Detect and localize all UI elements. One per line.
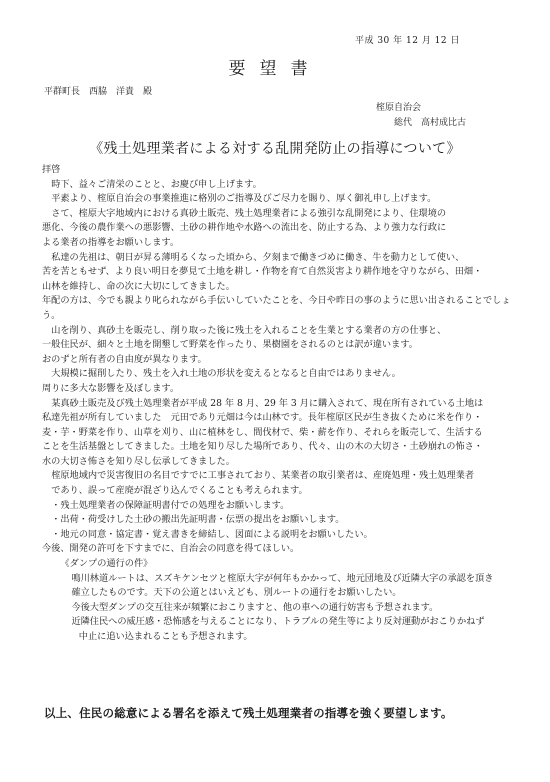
body-line: おのずと所有者の自由度が異なります。 [42, 353, 207, 365]
body-line: 周りに多大な影響を及ぼします。 [42, 382, 180, 394]
body-line: 某真砂土販売及び残土処理業者が平成 28 年 8 月、29 年 3 月に購入されて、現在所有されている土地は [51, 397, 484, 409]
body-line: であり、誤って産廃が混ざり込んでくることも考えられます。 [51, 485, 308, 497]
request-item: ・地元の同意・協定書・覚え書きを締結し、図面による説明をお願いしたい。 [51, 528, 373, 540]
sender-block [376, 101, 466, 131]
body-line: 中止に追い込まれることも予想されます。 [78, 631, 253, 642]
body-line: 一般住民が、細々と土地を開墾して野菜を作ったり、果樹園をされるのとは訳が違います。 [42, 339, 418, 351]
sender-organization: 榁原自治会 [376, 103, 422, 113]
body-line: さて、榁原大字地域内における真砂土販売、残土処理業者による強引な乱開発により、住環境の [51, 207, 447, 219]
body-line: 私達の先祖は、朝日が昇る薄明るくなった頃から、夕刻まで働きづめに働き、牛を動力として使い、 [51, 251, 465, 263]
body-line: 私達先祖が所有していました 元田であり元畑は今は山林です。長年榁原区民が生き抜くために米を作り・ [42, 412, 483, 424]
body-line: 大規模に掘削したり、残土を入れ土地の形状を変えるとなると自由ではありません。 [51, 368, 401, 380]
sender-representative: 総代 高村成比古 [394, 118, 467, 128]
body-line: 鳴川林道ルートは、スズキケンセツと榁原大字が何年もかかって、地元団地及び近隣大字の承認を頂き [71, 572, 494, 584]
document-body [42, 163, 512, 645]
body-line: 悪化、今後の農作業への悪影響、土砂の耕作地や水路への流出を、防止する為、より強力な行政に [42, 222, 447, 234]
body-line: 今後大型ダンプの交互往来が頻繁におこりますと、他の車への通行妨害も予想されます。 [71, 601, 439, 613]
body-line: 今後、開発の許可を下すまでに、自治会の同意を得てほしい。 [42, 543, 300, 555]
body-line: 確立したものです。天下の公道とはいえども、別ルートの通行をお願いしたい。 [71, 587, 402, 599]
request-item: ・残土処理業者の保障証明書付での処理をお願いします。 [51, 499, 290, 511]
document-date: 平成 30 年 12 月 12 日 [354, 36, 460, 46]
body-line: 水の大切さ怖さを知り尽し伝承してきました。 [42, 455, 235, 467]
document-subject: 《残土処理業者による対する乱開発防止の指導について》 [89, 141, 461, 157]
body-line: 年配の方は、今でも親より叱られながら手伝いしていたことを、今日や昨日の事のように思い出されることでしょう。 [42, 295, 511, 321]
addressee: 平群町長 西脇 洋貴 殿 [44, 87, 153, 97]
body-line: 麦・芋・野菜を作り、山草を刈り、山に植林をし、間伐材で、柴・薪を作り、それらを販売して、生活する [42, 426, 483, 438]
body-line: 山林を維持し、命の次に大切にしてきました。 [42, 280, 235, 292]
section-heading: 《ダンプの通行の件》 [60, 558, 153, 570]
document-title: 要望書 [228, 59, 322, 79]
body-line: 拝啓 [42, 164, 61, 175]
request-item: ・出荷・荷受けした土砂の搬出先証明書・伝票の提出をお願いします。 [51, 514, 345, 526]
conclusion: 以上、住民の総意による署名を添えて残土処理業者の指導を強く要望します。 [44, 706, 453, 720]
body-line: 山を削り、真砂土を販売し、削り取った後に残土を入れることを生業とする業者の方の仕事と、 [51, 324, 447, 336]
body-line: 時下、益々ご清栄のことと、お慶び申し上げます。 [51, 178, 262, 190]
body-line: よる業者の指導をお願いします。 [42, 236, 180, 248]
body-line: 苦を苦ともせず、より良い明日を夢見て土地を耕し・作物を育て自然災害より耕作地を守りながら、田畑・ [42, 266, 483, 278]
body-line: ことを生活基盤としてきました。土地を知り尽した場所であり、代々、山の木の大切さ・土砂崩れの怖さ・ [42, 441, 483, 453]
body-line: 榁原地域内で災害復旧の名目ですでに工事されており、某業者の取引業者は、産廃処理・残土処理業者 [51, 470, 475, 482]
body-line: 平素より、榁原自治会の事業推進に格別のご指導及びご尽力を賜り、厚く御礼申し上げます。 [51, 193, 437, 205]
body-line: 近隣住民への威圧感・恐怖感を与えることになり、トラブルの発生等により反対運動がおこりかねず [71, 616, 485, 628]
